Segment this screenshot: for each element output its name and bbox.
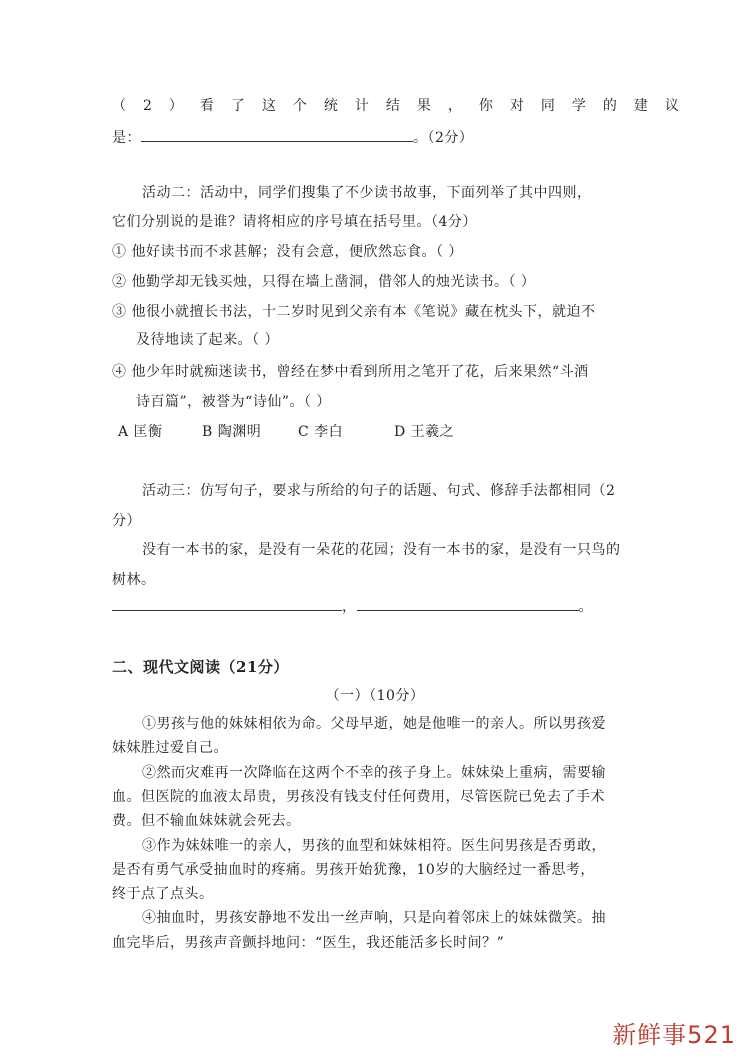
option-a: A 匡衡: [118, 424, 163, 440]
activity3-period: 。: [578, 599, 593, 615]
section2-subheading: （一）（10分）: [325, 688, 425, 704]
activity2-item3-line2: 及待地读了起来。（ ）: [136, 332, 279, 348]
activity2-item4-line1: ④ 他少年时就痴迷读书，曾经在梦中看到所用之笔开了花，后来果然“斗酒: [112, 364, 589, 380]
option-d: D 王羲之: [394, 424, 455, 440]
para3-line1: ③作为妹妹唯一的亲人，男孩的血型和妹妹相符。医生问男孩是否勇敢，: [142, 838, 606, 854]
activity3-blank-2[interactable]: [357, 596, 579, 611]
activity3-comma: ，: [342, 599, 357, 615]
para1-line1: ①男孩与他的妹妹相依为命。父母早逝，她是他唯一的亲人。所以男孩爱: [142, 716, 606, 732]
option-b: B 陶渊明: [202, 424, 262, 440]
para4-line1: ④抽血时，男孩安静地不发出一丝声响，只是向着邻床上的妹妹微笑。抽: [142, 910, 606, 926]
activity3-intro-line2: 分）: [112, 513, 141, 529]
section2-heading: 二、现代文阅读（21分）: [112, 658, 289, 676]
activity2-intro-line2: 它们分别说的是谁？请将相应的序号填在括号里。（4分）: [112, 214, 477, 230]
q2-suffix: 。（2分）: [413, 130, 474, 146]
para2-line1: ②然而灾难再一次降临在这两个不幸的孩子身上。妹妹染上重病，需要输: [142, 765, 606, 781]
activity2-item3-line1: ③ 他很小就擅长书法，十二岁时见到父亲有本《笔说》藏在枕头下，就迫不: [112, 304, 596, 320]
q2-line1: （2）看了这个统计结果，你对同学的建议: [112, 98, 696, 114]
para1-line2: 妹妹胜过爱自己。: [112, 740, 228, 756]
activity3-intro-line1: 活动三：仿写句子，要求与所给的句子的话题、句式、修辞手法都相同（2: [142, 483, 616, 499]
activity2-options: [118, 422, 648, 442]
para3-line3: 终于点了点头。: [112, 886, 214, 902]
activity2-item2: ② 他勤学却无钱买烛，只得在墙上凿洞，借邻人的烛光读书。（ ）: [112, 274, 536, 290]
activity2-item1: ① 他好读书而不求甚解；没有会意，便欣然忘食。（ ）: [112, 244, 463, 260]
activity3-example-line2: 树林。: [112, 572, 156, 588]
activity2-item4-line2: 诗百篇”，被誉为“诗仙”。（ ）: [136, 394, 331, 410]
option-c: C 李白: [298, 424, 344, 440]
para2-line3: 费。但不输血妹妹就会死去。: [112, 813, 301, 829]
para2-line2: 血。但医院的血液太昂贵，男孩没有钱支付任何费用，尽管医院已免去了手术: [112, 789, 605, 805]
activity3-blank-1[interactable]: [112, 596, 342, 611]
watermark-logo: 新鲜事521: [612, 1021, 736, 1049]
activity3-answer-line: [112, 596, 642, 617]
para3-line2: 是否有勇气承受抽血时的疼痛。男孩开始犹豫，10岁的大脑经过一番思考，: [112, 862, 595, 878]
activity2-intro-line1: 活动二：活动中，同学们搜集了不少读书故事，下面列举了其中四则，: [142, 185, 592, 201]
q2-line2: [112, 127, 642, 148]
q2-prefix: 是：: [112, 130, 141, 146]
activity3-example-line1: 没有一本书的家，是没有一朵花的花园；没有一本书的家，是没有一只鸟的: [142, 542, 621, 558]
q2-answer-blank[interactable]: [141, 127, 413, 142]
para4-line2: 血完毕后，男孩声音颤抖地问：“医生，我还能活多长时间？”: [112, 935, 505, 951]
